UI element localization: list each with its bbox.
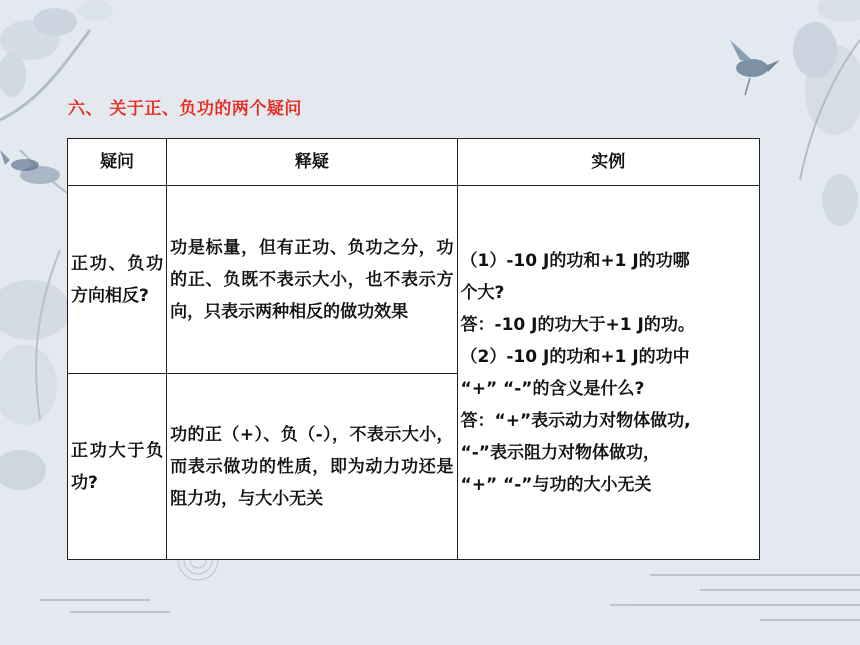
- bird-decoration-left: [0, 150, 39, 171]
- header-explanation: 释疑: [167, 139, 457, 186]
- example-line: “+” “-”与功的大小无关: [460, 474, 652, 495]
- example-line: “+” “-”的含义是什么?: [460, 378, 645, 399]
- bird-decoration-right: [730, 40, 780, 95]
- table-row: [68, 186, 760, 374]
- explanation-cell: 功是标量，但有正功、负功之分，功的正、负既不表示大小，也不表示方向，只表示两种相反的做功效果: [167, 186, 457, 374]
- example-line: “-”表示阻力对物体做功，: [460, 442, 660, 463]
- example-line: 答：-10 J的功大于+1 J的功。: [460, 314, 695, 335]
- example-line: （1）-10 J的功和+1 J的功哪: [460, 250, 690, 271]
- qa-table: [67, 138, 760, 560]
- example-line: （2）-10 J的功和+1 J的功中: [460, 346, 690, 367]
- flower-decoration-top-right: [793, 0, 860, 226]
- example-line: 答：“+”表示动力对物体做功,: [460, 410, 691, 431]
- wave-lines-decoration: [40, 575, 860, 620]
- section-heading: 六、 关于正、负功的两个疑问: [68, 99, 302, 119]
- question-cell: 正功大于负功?: [68, 374, 167, 560]
- flower-decoration-left: [0, 250, 70, 490]
- table-header-row: [68, 139, 760, 186]
- header-example: 实例: [457, 139, 759, 186]
- explanation-cell: 功的正（+）、负（-），不表示大小，而表示做功的性质，即为动力功还是阻力功，与大小无关: [167, 374, 457, 560]
- example-line: 个大?: [460, 282, 505, 303]
- question-cell: 正功、负功方向相反?: [68, 186, 167, 374]
- example-cell: [457, 186, 759, 560]
- header-question: 疑问: [68, 139, 167, 186]
